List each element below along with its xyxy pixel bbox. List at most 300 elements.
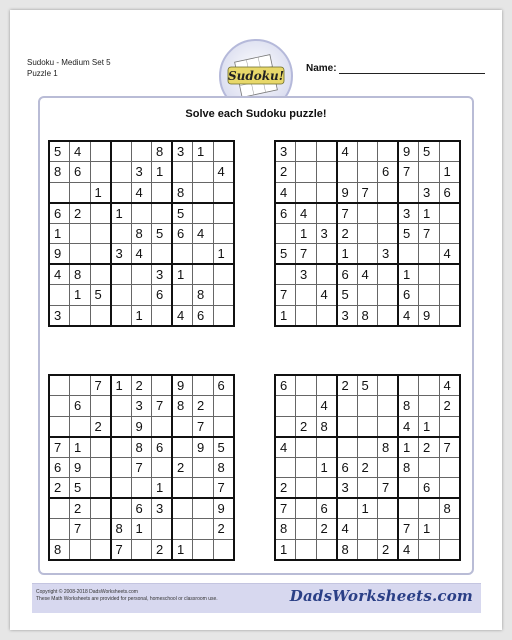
sudoku-cell[interactable] [378,375,399,396]
sudoku-cell[interactable] [419,457,440,478]
sudoku-cell[interactable] [152,416,173,437]
sudoku-cell[interactable] [316,437,337,458]
sudoku-cell[interactable] [439,478,460,499]
sudoku-cell: 2 [275,162,296,183]
sudoku-cell[interactable] [398,375,419,396]
sudoku-cell[interactable] [357,285,378,306]
sudoku-cell: 6 [172,223,193,244]
sudoku-cell: 3 [152,264,173,285]
sudoku-cell[interactable] [439,285,460,306]
sudoku-cell[interactable] [296,375,317,396]
sudoku-cell[interactable] [193,203,214,224]
sudoku-cell[interactable] [90,457,111,478]
sudoku-cell[interactable] [111,264,132,285]
sudoku-cell[interactable] [296,457,317,478]
sudoku-cell[interactable] [172,478,193,499]
sudoku-cell[interactable] [213,305,234,326]
sudoku-cell[interactable] [49,182,70,203]
sudoku-cell[interactable] [213,141,234,162]
sudoku-cell: 4 [296,203,317,224]
sudoku-cell: 6 [49,457,70,478]
sudoku-cell: 3 [49,305,70,326]
sudoku-cell[interactable] [439,203,460,224]
sudoku-cell[interactable] [193,539,214,560]
sudoku-cell[interactable] [419,264,440,285]
sudoku-cell: 3 [337,478,358,499]
sudoku-cell: 5 [275,244,296,265]
sudoku-cell: 4 [398,416,419,437]
grid-row [275,264,460,285]
sudoku-cell[interactable] [357,141,378,162]
grid-row [49,162,234,183]
worksheet-header [27,57,111,79]
sudoku-cell[interactable] [296,437,317,458]
sudoku-cell: 2 [378,539,399,560]
grid-row [275,305,460,326]
sudoku-cell: 1 [172,539,193,560]
sudoku-cell[interactable] [419,539,440,560]
sudoku-cell[interactable] [111,182,132,203]
sudoku-cell[interactable] [296,305,317,326]
sudoku-cell[interactable] [131,141,152,162]
sudoku-cell[interactable] [49,519,70,540]
sudoku-cell[interactable] [70,416,91,437]
sudoku-cell: 7 [275,285,296,306]
sudoku-cell[interactable] [213,264,234,285]
name-field-line[interactable] [339,73,485,74]
sudoku-cell: 6 [439,182,460,203]
sudoku-cell[interactable] [90,141,111,162]
sudoku-cell[interactable] [357,519,378,540]
sudoku-cell: 8 [152,141,173,162]
sudoku-cell[interactable] [131,203,152,224]
sudoku-cell[interactable] [316,162,337,183]
sudoku-cell: 1 [111,375,132,396]
sudoku-cell: 2 [213,519,234,540]
sudoku-cell[interactable] [131,478,152,499]
grid-row [49,375,234,396]
sudoku-cell[interactable] [213,539,234,560]
grid-row [49,305,234,326]
sudoku-cell[interactable] [439,223,460,244]
sudoku-cell[interactable] [111,285,132,306]
sudoku-cell: 5 [49,141,70,162]
sudoku-cell: 2 [275,478,296,499]
sudoku-cell[interactable] [131,264,152,285]
sudoku-cell[interactable] [193,244,214,265]
sudoku-cell[interactable] [439,416,460,437]
sudoku-cell: 6 [193,305,214,326]
sudoku-cell: 5 [70,478,91,499]
sudoku-cell[interactable] [439,519,460,540]
sudoku-cell[interactable] [213,203,234,224]
sudoku-cell[interactable] [90,519,111,540]
sudoku-cell[interactable] [49,396,70,417]
grid-row [275,437,460,458]
sudoku-cell[interactable] [90,396,111,417]
grid-row [49,223,234,244]
sudoku-cell: 2 [337,223,358,244]
grid-row [49,285,234,306]
sudoku-cell[interactable] [111,437,132,458]
sudoku-cell: 2 [357,457,378,478]
sudoku-cell: 6 [419,478,440,499]
sudoku-cell: 1 [316,457,337,478]
sudoku-cell[interactable] [316,539,337,560]
sudoku-cell: 6 [131,498,152,519]
sudoku-cell[interactable] [419,375,440,396]
sudoku-cell[interactable] [152,375,173,396]
sudoku-cell: 8 [49,162,70,183]
instructions-heading: Solve each Sudoku puzzle! [185,108,327,120]
sudoku-cell: 9 [172,375,193,396]
sudoku-cell[interactable] [275,264,296,285]
sudoku-cell[interactable] [90,203,111,224]
sudoku-cell: 6 [213,375,234,396]
sudoku-cell[interactable] [49,375,70,396]
grid-row [275,285,460,306]
sudoku-cell[interactable] [316,182,337,203]
sudoku-cell: 1 [213,244,234,265]
sudoku-cell[interactable] [296,162,317,183]
sudoku-cell[interactable] [111,416,132,437]
sudoku-cell[interactable] [296,519,317,540]
sudoku-cell: 1 [90,182,111,203]
sudoku-cell: 7 [357,182,378,203]
sudoku-cell: 4 [439,244,460,265]
sudoku-cell[interactable] [296,285,317,306]
sudoku-cell: 4 [131,182,152,203]
sudoku-cell[interactable] [111,457,132,478]
sudoku-cell[interactable] [152,457,173,478]
sudoku-cell[interactable] [193,498,214,519]
sudoku-cell[interactable] [337,498,358,519]
sudoku-cell: 3 [172,141,193,162]
sudoku-cell: 4 [131,244,152,265]
sudoku-cell[interactable] [337,396,358,417]
sudoku-cell[interactable] [152,519,173,540]
sudoku-cell[interactable] [111,305,132,326]
sudoku-cell[interactable] [316,141,337,162]
sudoku-cell[interactable] [378,203,399,224]
sudoku-cell[interactable] [111,498,132,519]
sudoku-cell[interactable] [172,437,193,458]
sudoku-cell[interactable] [70,305,91,326]
sudoku-cell[interactable] [378,223,399,244]
sudoku-cell[interactable] [213,182,234,203]
sudoku-cell[interactable] [172,162,193,183]
sudoku-grid-3 [48,374,235,561]
sudoku-cell[interactable] [70,539,91,560]
sudoku-cell[interactable] [398,244,419,265]
sudoku-cell: 2 [316,519,337,540]
sudoku-cell[interactable] [439,305,460,326]
sudoku-cell: 8 [316,416,337,437]
sudoku-cell[interactable] [357,162,378,183]
sudoku-cell[interactable] [49,498,70,519]
grid-row [49,539,234,560]
sudoku-cell[interactable] [90,264,111,285]
sudoku-cell: 5 [337,285,358,306]
sudoku-cell[interactable] [172,416,193,437]
sudoku-cell: 1 [131,305,152,326]
sudoku-cell[interactable] [213,223,234,244]
grid-row [49,264,234,285]
sudoku-cell[interactable] [357,416,378,437]
sudoku-cell[interactable] [398,478,419,499]
sudoku-cell[interactable] [49,285,70,306]
sudoku-cell[interactable] [378,498,399,519]
sudoku-cell[interactable] [90,539,111,560]
grid-row [275,519,460,540]
sudoku-cell: 1 [172,264,193,285]
sudoku-cell[interactable] [398,182,419,203]
sudoku-cell[interactable] [193,457,214,478]
sudoku-cell: 6 [152,285,173,306]
sudoku-cell: 1 [337,244,358,265]
sudoku-cell[interactable] [378,182,399,203]
usage-notice: These Math Worksheets are provided for personal, homeschool or classroom use. [36,596,218,602]
sudoku-cell: 1 [152,162,173,183]
sudoku-cell[interactable] [419,285,440,306]
sudoku-cell[interactable] [439,539,460,560]
sudoku-cell[interactable] [111,396,132,417]
sudoku-cell[interactable] [213,416,234,437]
sudoku-cell: 7 [337,203,358,224]
sudoku-cell[interactable] [419,498,440,519]
sudoku-cell: 1 [419,519,440,540]
sudoku-cell[interactable] [111,141,132,162]
sudoku-cell[interactable] [90,223,111,244]
sudoku-cell[interactable] [378,264,399,285]
sudoku-cell: 4 [357,264,378,285]
sudoku-cell: 2 [152,539,173,560]
sudoku-cell: 8 [398,396,419,417]
sudoku-cell: 8 [70,264,91,285]
footer-notes [36,589,218,603]
sudoku-cell: 3 [131,162,152,183]
sudoku-cell[interactable] [419,162,440,183]
sudoku-cell[interactable] [316,264,337,285]
sudoku-cell[interactable] [275,396,296,417]
sudoku-cell[interactable] [111,478,132,499]
sudoku-cell[interactable] [357,396,378,417]
sudoku-cell[interactable] [275,223,296,244]
sudoku-cell[interactable] [378,141,399,162]
sudoku-cell: 6 [70,162,91,183]
sudoku-cell[interactable] [275,457,296,478]
sudoku-cell: 8 [357,305,378,326]
sudoku-cell: 9 [419,305,440,326]
sudoku-cell[interactable] [152,305,173,326]
grid-row [49,396,234,417]
sudoku-cell[interactable] [111,162,132,183]
grid-row [275,498,460,519]
sudoku-cell: 3 [111,244,132,265]
sudoku-cell: 4 [193,223,214,244]
sudoku-cell[interactable] [70,223,91,244]
sudoku-cell[interactable] [378,457,399,478]
sudoku-cell[interactable] [337,416,358,437]
sudoku-cell[interactable] [296,478,317,499]
sudoku-cell: 1 [111,203,132,224]
sudoku-cell: 2 [296,416,317,437]
sudoku-cell[interactable] [357,478,378,499]
sudoku-cell: 7 [213,478,234,499]
sudoku-cell: 2 [90,416,111,437]
sudoku-cell[interactable] [193,478,214,499]
sudoku-cell[interactable] [172,519,193,540]
grid-row [275,203,460,224]
sudoku-cell[interactable] [172,244,193,265]
sudoku-cell[interactable] [337,437,358,458]
sudoku-cell: 1 [70,285,91,306]
sudoku-cell[interactable] [111,223,132,244]
grid-row [49,498,234,519]
grid-row [49,141,234,162]
sudoku-cell[interactable] [90,437,111,458]
sudoku-cell[interactable] [316,203,337,224]
sudoku-cell[interactable] [152,244,173,265]
sudoku-cell: 7 [111,539,132,560]
footer-bar [32,583,481,613]
sudoku-cell[interactable] [378,416,399,437]
sudoku-cell: 7 [419,223,440,244]
sudoku-cell[interactable] [439,457,460,478]
sudoku-cell[interactable] [296,498,317,519]
sudoku-cell[interactable] [357,203,378,224]
sudoku-cell: 7 [193,416,214,437]
sudoku-cell: 8 [439,498,460,519]
sudoku-cell[interactable] [90,244,111,265]
sudoku-cell[interactable] [213,285,234,306]
sudoku-cell[interactable] [131,539,152,560]
sudoku-cell[interactable] [337,162,358,183]
sudoku-cell: 1 [275,539,296,560]
sudoku-cell[interactable] [378,396,399,417]
sudoku-cell[interactable] [296,182,317,203]
sudoku-cell[interactable] [316,478,337,499]
sudoku-cell[interactable] [378,519,399,540]
sudoku-cell: 3 [316,223,337,244]
sudoku-cell[interactable] [357,244,378,265]
sudoku-cell[interactable] [193,264,214,285]
sudoku-cell[interactable] [131,285,152,306]
sudoku-cell[interactable] [90,478,111,499]
sudoku-cell: 2 [419,437,440,458]
sudoku-cell[interactable] [357,539,378,560]
sudoku-cell[interactable] [193,182,214,203]
sudoku-cell[interactable] [193,375,214,396]
sudoku-cell: 2 [172,457,193,478]
grid-row [49,203,234,224]
sudoku-cell: 3 [275,141,296,162]
grid-row [49,244,234,265]
sudoku-cell[interactable] [172,498,193,519]
sudoku-cell[interactable] [439,141,460,162]
sudoku-cell[interactable] [378,305,399,326]
sudoku-cell[interactable] [357,437,378,458]
sudoku-cell: 3 [398,203,419,224]
sudoku-cell[interactable] [152,203,173,224]
sudoku-cell[interactable] [398,498,419,519]
sudoku-cell: 6 [337,457,358,478]
sudoku-cell[interactable] [378,285,399,306]
grid-row [275,141,460,162]
sudoku-cell[interactable] [70,182,91,203]
sudoku-cell[interactable] [419,244,440,265]
sudoku-cell[interactable] [193,162,214,183]
sudoku-cell[interactable] [49,416,70,437]
sudoku-cell[interactable] [296,141,317,162]
sudoku-cell: 2 [193,396,214,417]
sudoku-cell: 2 [49,478,70,499]
sudoku-cell: 7 [439,437,460,458]
sudoku-cell: 9 [70,457,91,478]
sudoku-cell[interactable] [90,305,111,326]
sudoku-cell: 5 [90,285,111,306]
sudoku-cell: 9 [49,244,70,265]
sudoku-cell[interactable] [193,519,214,540]
sudoku-cell[interactable] [172,285,193,306]
grid-row [275,416,460,437]
sudoku-cell[interactable] [316,375,337,396]
grid-row [49,416,234,437]
sudoku-cell[interactable] [70,375,91,396]
sudoku-cell: 4 [316,396,337,417]
sudoku-cell: 4 [398,539,419,560]
sudoku-cell: 9 [337,182,358,203]
sudoku-cell: 1 [152,478,173,499]
sudoku-cell: 9 [131,416,152,437]
sudoku-cell: 8 [275,519,296,540]
sudoku-cell[interactable] [90,498,111,519]
sudoku-cell[interactable] [296,539,317,560]
sudoku-cell: 7 [152,396,173,417]
sudoku-cell: 8 [131,437,152,458]
sudoku-cell: 8 [111,519,132,540]
sudoku-cell[interactable] [213,396,234,417]
sudoku-cell[interactable] [70,244,91,265]
sudoku-cell: 2 [131,375,152,396]
sudoku-cell: 8 [172,396,193,417]
sudoku-cell[interactable] [419,396,440,417]
sudoku-cell: 7 [70,519,91,540]
sudoku-cell[interactable] [296,396,317,417]
sudoku-cell: 8 [49,539,70,560]
sudoku-cell[interactable] [152,182,173,203]
sudoku-cell[interactable] [357,223,378,244]
sudoku-cell: 1 [398,437,419,458]
sudoku-cell[interactable] [90,162,111,183]
sudoku-cell[interactable] [316,244,337,265]
sudoku-cell: 2 [337,375,358,396]
sudoku-cell[interactable] [316,305,337,326]
sudoku-cell[interactable] [439,264,460,285]
sudoku-cell: 4 [213,162,234,183]
sudoku-cell: 8 [378,437,399,458]
sudoku-cell: 3 [131,396,152,417]
sudoku-cell: 1 [275,305,296,326]
sudoku-cell: 5 [172,203,193,224]
sudoku-cell: 2 [70,203,91,224]
sudoku-cell: 1 [439,162,460,183]
sudoku-cell: 3 [152,498,173,519]
sudoku-cell: 8 [398,457,419,478]
sudoku-cell: 5 [213,437,234,458]
sudoku-cell: 2 [70,498,91,519]
sudoku-cell[interactable] [275,416,296,437]
